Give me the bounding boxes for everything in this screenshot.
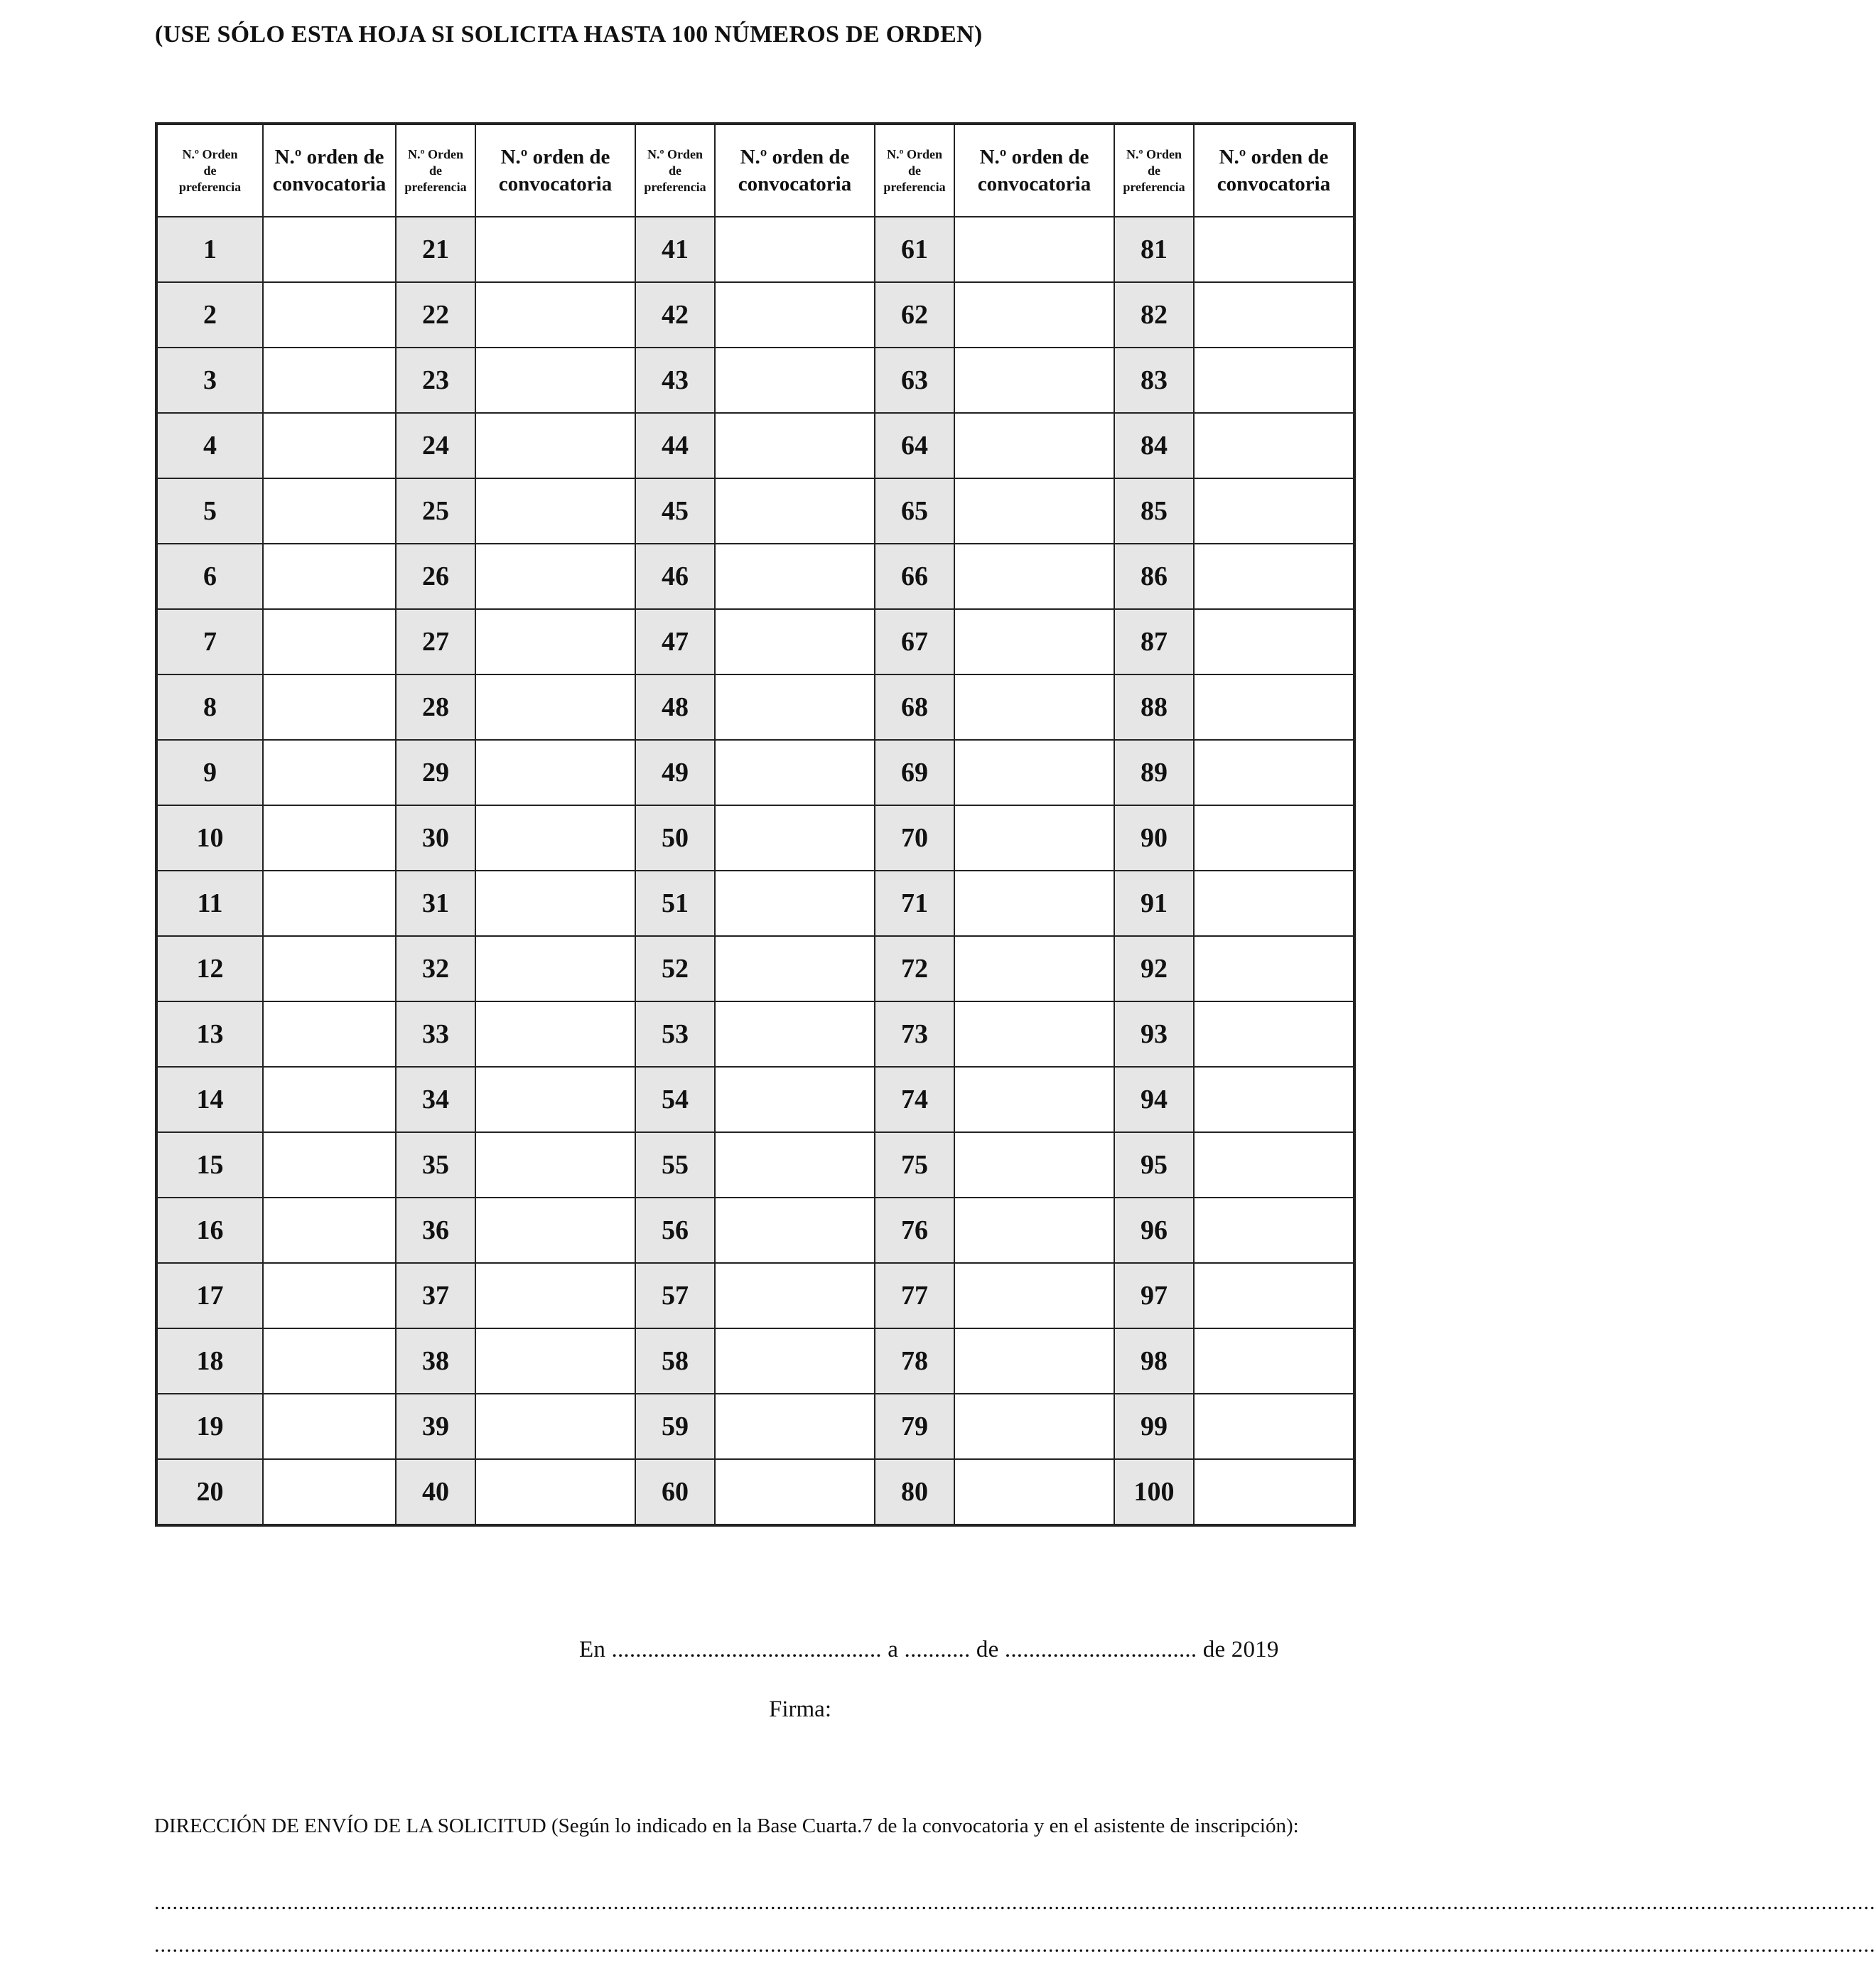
call-order-input-cell[interactable] bbox=[954, 413, 1114, 478]
header-preference-text: N.º Orden bbox=[887, 146, 942, 161]
call-order-input-cell[interactable] bbox=[1194, 609, 1354, 674]
call-order-input-cell[interactable] bbox=[475, 217, 635, 282]
preference-number-cell: 26 bbox=[396, 544, 475, 609]
call-order-input-cell[interactable] bbox=[263, 1067, 396, 1132]
preference-table bbox=[155, 122, 1356, 1527]
preference-number-cell: 81 bbox=[1114, 217, 1194, 282]
preference-number-cell: 95 bbox=[1114, 1132, 1194, 1198]
preference-number-cell: 72 bbox=[875, 936, 954, 1001]
table-row bbox=[156, 1198, 1354, 1263]
call-order-input-cell[interactable] bbox=[475, 544, 635, 609]
header-preference-text: preferencia bbox=[1123, 179, 1185, 194]
call-order-input-cell[interactable] bbox=[954, 1001, 1114, 1067]
table-row bbox=[156, 936, 1354, 1001]
header-call-order bbox=[475, 124, 635, 217]
table-row bbox=[156, 217, 1354, 282]
address-dotted-line-1[interactable]: ............................................................................................................................................................................................................................................................................................. bbox=[154, 1891, 1876, 1914]
call-order-input-cell[interactable] bbox=[1194, 282, 1354, 348]
table-row bbox=[156, 1132, 1354, 1198]
preference-number-cell: 32 bbox=[396, 936, 475, 1001]
header-preference-text: N.º Orden bbox=[647, 146, 703, 161]
header-call-text: convocatoria bbox=[498, 173, 613, 195]
preference-number-cell: 73 bbox=[875, 1001, 954, 1067]
call-order-input-cell[interactable] bbox=[475, 1132, 635, 1198]
preference-number-cell: 92 bbox=[1114, 936, 1194, 1001]
call-order-input-cell[interactable] bbox=[475, 609, 635, 674]
preference-number-cell: 27 bbox=[396, 609, 475, 674]
preference-number-cell: 41 bbox=[635, 217, 715, 282]
call-order-input-cell[interactable] bbox=[263, 936, 396, 1001]
preference-number-cell: 56 bbox=[635, 1198, 715, 1263]
preference-number-cell: 99 bbox=[1114, 1394, 1194, 1459]
header-preference-order bbox=[396, 124, 475, 217]
address-dotted-line-2[interactable]: ............................................................................................................................................................................................................................................................................................. bbox=[154, 1933, 1876, 1957]
preference-number-cell: 28 bbox=[396, 674, 475, 740]
call-order-input-cell[interactable] bbox=[954, 348, 1114, 413]
header-preference-text: de bbox=[908, 163, 921, 178]
call-order-input-cell[interactable] bbox=[475, 936, 635, 1001]
preference-number-cell: 38 bbox=[396, 1328, 475, 1394]
preference-number-cell: 2 bbox=[156, 282, 263, 348]
call-order-input-cell[interactable] bbox=[715, 413, 875, 478]
preference-number-cell: 48 bbox=[635, 674, 715, 740]
header-call-text: N.º orden de bbox=[979, 146, 1089, 168]
preference-number-cell: 5 bbox=[156, 478, 263, 544]
call-order-input-cell[interactable] bbox=[1194, 478, 1354, 544]
call-order-input-cell[interactable] bbox=[954, 1198, 1114, 1263]
preference-number-cell: 25 bbox=[396, 478, 475, 544]
call-order-input-cell[interactable] bbox=[475, 1394, 635, 1459]
call-order-input-cell[interactable] bbox=[954, 1394, 1114, 1459]
header-preference-text: preferencia bbox=[178, 179, 242, 194]
preference-number-cell: 74 bbox=[875, 1067, 954, 1132]
call-order-input-cell[interactable] bbox=[1194, 674, 1354, 740]
preference-number-cell: 54 bbox=[635, 1067, 715, 1132]
call-order-input-cell[interactable] bbox=[475, 1328, 635, 1394]
preference-number-cell: 52 bbox=[635, 936, 715, 1001]
table-row bbox=[156, 871, 1354, 936]
preference-number-cell: 87 bbox=[1114, 609, 1194, 674]
preference-number-cell: 45 bbox=[635, 478, 715, 544]
header-call-order bbox=[1194, 124, 1354, 217]
header-call-order bbox=[715, 124, 875, 217]
date-line: En ............................................. a ........... de ................................ de 2019 bbox=[579, 1637, 1279, 1662]
preference-number-cell: 50 bbox=[635, 805, 715, 871]
call-order-input-cell[interactable] bbox=[1194, 740, 1354, 805]
call-order-input-cell[interactable] bbox=[715, 871, 875, 936]
call-order-input-cell[interactable] bbox=[954, 478, 1114, 544]
call-order-input-cell[interactable] bbox=[954, 1328, 1114, 1394]
table-body bbox=[156, 217, 1354, 1525]
preference-number-cell: 94 bbox=[1114, 1067, 1194, 1132]
preference-number-cell: 18 bbox=[156, 1328, 263, 1394]
preference-number-cell: 47 bbox=[635, 609, 715, 674]
call-order-input-cell[interactable] bbox=[475, 282, 635, 348]
preference-number-cell: 14 bbox=[156, 1067, 263, 1132]
table-row bbox=[156, 348, 1354, 413]
call-order-input-cell[interactable] bbox=[475, 1263, 635, 1328]
header-call-text: N.º orden de bbox=[1219, 146, 1329, 168]
call-order-input-cell[interactable] bbox=[954, 1067, 1114, 1132]
table-row bbox=[156, 1459, 1354, 1525]
header-preference-text: de bbox=[1148, 163, 1160, 178]
preference-number-cell: 83 bbox=[1114, 348, 1194, 413]
call-order-input-cell[interactable] bbox=[475, 1198, 635, 1263]
preference-number-cell: 11 bbox=[156, 871, 263, 936]
preference-number-cell: 30 bbox=[396, 805, 475, 871]
call-order-input-cell[interactable] bbox=[475, 413, 635, 478]
call-order-input-cell[interactable] bbox=[954, 871, 1114, 936]
call-order-input-cell[interactable] bbox=[715, 674, 875, 740]
call-order-input-cell[interactable] bbox=[715, 936, 875, 1001]
preference-number-cell: 58 bbox=[635, 1328, 715, 1394]
call-order-input-cell[interactable] bbox=[263, 1198, 396, 1263]
header-preference-text: N.º Orden bbox=[408, 146, 463, 161]
call-order-input-cell[interactable] bbox=[475, 805, 635, 871]
shipping-address-label: DIRECCIÓN DE ENVÍO DE LA SOLICITUD (Según lo indicado en la Base Cuarta.7 de la convocatoria y en el asistente de inscripción): bbox=[154, 1815, 1299, 1837]
preference-number-cell: 46 bbox=[635, 544, 715, 609]
preference-number-cell: 19 bbox=[156, 1394, 263, 1459]
preference-number-cell: 39 bbox=[396, 1394, 475, 1459]
table-row bbox=[156, 544, 1354, 609]
header-preference-order bbox=[156, 124, 263, 217]
preference-number-cell: 8 bbox=[156, 674, 263, 740]
header-call-text: convocatoria bbox=[1217, 173, 1331, 195]
header-preference-text: N.º Orden bbox=[1126, 146, 1182, 161]
preference-number-cell: 35 bbox=[396, 1132, 475, 1198]
call-order-input-cell[interactable] bbox=[263, 217, 396, 282]
preference-number-cell: 98 bbox=[1114, 1328, 1194, 1394]
call-order-input-cell[interactable] bbox=[954, 1459, 1114, 1525]
call-order-input-cell[interactable] bbox=[954, 936, 1114, 1001]
preference-number-cell: 20 bbox=[156, 1459, 263, 1525]
preference-number-cell: 68 bbox=[875, 674, 954, 740]
call-order-input-cell[interactable] bbox=[715, 478, 875, 544]
call-order-input-cell[interactable] bbox=[715, 1067, 875, 1132]
table-row bbox=[156, 1394, 1354, 1459]
call-order-input-cell[interactable] bbox=[1194, 805, 1354, 871]
call-order-input-cell[interactable] bbox=[715, 544, 875, 609]
header-preference-text: de bbox=[669, 163, 681, 178]
call-order-input-cell[interactable] bbox=[475, 674, 635, 740]
call-order-input-cell[interactable] bbox=[1194, 1198, 1354, 1263]
preference-number-cell: 42 bbox=[635, 282, 715, 348]
preference-number-cell: 4 bbox=[156, 413, 263, 478]
header-call-text: convocatoria bbox=[272, 173, 387, 195]
header-call-text: N.º orden de bbox=[500, 146, 610, 168]
table-row bbox=[156, 674, 1354, 740]
call-order-input-cell[interactable] bbox=[263, 1263, 396, 1328]
preference-number-cell: 85 bbox=[1114, 478, 1194, 544]
preference-number-cell: 64 bbox=[875, 413, 954, 478]
call-order-input-cell[interactable] bbox=[475, 1001, 635, 1067]
preference-number-cell: 55 bbox=[635, 1132, 715, 1198]
call-order-input-cell[interactable] bbox=[954, 1132, 1114, 1198]
preference-number-cell: 7 bbox=[156, 609, 263, 674]
preference-number-cell: 65 bbox=[875, 478, 954, 544]
table-header-row bbox=[156, 124, 1354, 217]
preference-number-cell: 61 bbox=[875, 217, 954, 282]
preference-number-cell: 77 bbox=[875, 1263, 954, 1328]
preference-number-cell: 71 bbox=[875, 871, 954, 936]
call-order-input-cell[interactable] bbox=[954, 609, 1114, 674]
preference-number-cell: 84 bbox=[1114, 413, 1194, 478]
call-order-input-cell[interactable] bbox=[263, 348, 396, 413]
preference-number-cell: 100 bbox=[1114, 1459, 1194, 1525]
call-order-input-cell[interactable] bbox=[1194, 936, 1354, 1001]
call-order-input-cell[interactable] bbox=[954, 217, 1114, 282]
header-call-text: convocatoria bbox=[977, 173, 1091, 195]
table-row bbox=[156, 609, 1354, 674]
call-order-input-cell[interactable] bbox=[1194, 413, 1354, 478]
call-order-input-cell[interactable] bbox=[715, 805, 875, 871]
preference-number-cell: 62 bbox=[875, 282, 954, 348]
preference-number-cell: 33 bbox=[396, 1001, 475, 1067]
preference-number-cell: 59 bbox=[635, 1394, 715, 1459]
header-preference-text: preferencia bbox=[404, 179, 467, 194]
preference-number-cell: 16 bbox=[156, 1198, 263, 1263]
call-order-input-cell[interactable] bbox=[715, 1263, 875, 1328]
call-order-input-cell[interactable] bbox=[263, 1459, 396, 1525]
header-preference-order bbox=[635, 124, 715, 217]
preference-number-cell: 93 bbox=[1114, 1001, 1194, 1067]
call-order-input-cell[interactable] bbox=[263, 1132, 396, 1198]
call-order-input-cell[interactable] bbox=[715, 348, 875, 413]
call-order-input-cell[interactable] bbox=[475, 348, 635, 413]
call-order-input-cell[interactable] bbox=[263, 1394, 396, 1459]
table-row bbox=[156, 740, 1354, 805]
call-order-input-cell[interactable] bbox=[263, 544, 396, 609]
preference-number-cell: 9 bbox=[156, 740, 263, 805]
header-preference-text: preferencia bbox=[883, 179, 946, 194]
preference-number-cell: 34 bbox=[396, 1067, 475, 1132]
call-order-input-cell[interactable] bbox=[1194, 1328, 1354, 1394]
preference-number-cell: 10 bbox=[156, 805, 263, 871]
header-call-text: convocatoria bbox=[738, 173, 852, 195]
call-order-input-cell[interactable] bbox=[715, 1328, 875, 1394]
preference-number-cell: 97 bbox=[1114, 1263, 1194, 1328]
preference-number-cell: 1 bbox=[156, 217, 263, 282]
preference-number-cell: 60 bbox=[635, 1459, 715, 1525]
call-order-input-cell[interactable] bbox=[475, 1459, 635, 1525]
preference-number-cell: 43 bbox=[635, 348, 715, 413]
call-order-input-cell[interactable] bbox=[954, 544, 1114, 609]
call-order-input-cell[interactable] bbox=[715, 1459, 875, 1525]
call-order-input-cell[interactable] bbox=[263, 609, 396, 674]
preference-number-cell: 63 bbox=[875, 348, 954, 413]
preference-number-cell: 57 bbox=[635, 1263, 715, 1328]
preference-number-cell: 49 bbox=[635, 740, 715, 805]
table-row bbox=[156, 1001, 1354, 1067]
preference-number-cell: 70 bbox=[875, 805, 954, 871]
preference-number-cell: 66 bbox=[875, 544, 954, 609]
preference-number-cell: 15 bbox=[156, 1132, 263, 1198]
call-order-input-cell[interactable] bbox=[715, 1001, 875, 1067]
preference-number-cell: 21 bbox=[396, 217, 475, 282]
call-order-input-cell[interactable] bbox=[715, 1132, 875, 1198]
call-order-input-cell[interactable] bbox=[715, 217, 875, 282]
preference-number-cell: 6 bbox=[156, 544, 263, 609]
call-order-input-cell[interactable] bbox=[475, 871, 635, 936]
preference-number-cell: 76 bbox=[875, 1198, 954, 1263]
preference-number-cell: 29 bbox=[396, 740, 475, 805]
preference-number-cell: 69 bbox=[875, 740, 954, 805]
preference-number-cell: 12 bbox=[156, 936, 263, 1001]
preference-number-cell: 17 bbox=[156, 1263, 263, 1328]
call-order-input-cell[interactable] bbox=[263, 1001, 396, 1067]
table-row bbox=[156, 413, 1354, 478]
header-preference-text: de bbox=[203, 163, 217, 178]
header-preference-order bbox=[875, 124, 954, 217]
call-order-input-cell[interactable] bbox=[715, 740, 875, 805]
call-order-input-cell[interactable] bbox=[954, 805, 1114, 871]
call-order-input-cell[interactable] bbox=[263, 413, 396, 478]
table-row bbox=[156, 478, 1354, 544]
call-order-input-cell[interactable] bbox=[263, 871, 396, 936]
preference-number-cell: 53 bbox=[635, 1001, 715, 1067]
preference-number-cell: 91 bbox=[1114, 871, 1194, 936]
preference-number-cell: 90 bbox=[1114, 805, 1194, 871]
call-order-input-cell[interactable] bbox=[475, 478, 635, 544]
header-call-text: N.º orden de bbox=[274, 146, 384, 168]
preference-number-cell: 75 bbox=[875, 1132, 954, 1198]
preference-number-cell: 51 bbox=[635, 871, 715, 936]
preference-number-cell: 37 bbox=[396, 1263, 475, 1328]
preference-number-cell: 40 bbox=[396, 1459, 475, 1525]
header-call-order bbox=[263, 124, 396, 217]
preference-number-cell: 96 bbox=[1114, 1198, 1194, 1263]
preference-number-cell: 36 bbox=[396, 1198, 475, 1263]
preference-number-cell: 24 bbox=[396, 413, 475, 478]
call-order-input-cell[interactable] bbox=[263, 674, 396, 740]
call-order-input-cell[interactable] bbox=[954, 282, 1114, 348]
call-order-input-cell[interactable] bbox=[715, 282, 875, 348]
preference-number-cell: 82 bbox=[1114, 282, 1194, 348]
call-order-input-cell[interactable] bbox=[1194, 1132, 1354, 1198]
call-order-input-cell[interactable] bbox=[954, 674, 1114, 740]
call-order-input-cell[interactable] bbox=[475, 1067, 635, 1132]
preference-number-cell: 31 bbox=[396, 871, 475, 936]
call-order-input-cell[interactable] bbox=[954, 1263, 1114, 1328]
call-order-input-cell[interactable] bbox=[1194, 1001, 1354, 1067]
preference-number-cell: 80 bbox=[875, 1459, 954, 1525]
call-order-input-cell[interactable] bbox=[715, 1198, 875, 1263]
signature-label: Firma: bbox=[769, 1697, 831, 1722]
header-call-text: N.º orden de bbox=[740, 146, 850, 168]
preference-number-cell: 23 bbox=[396, 348, 475, 413]
table-row bbox=[156, 1328, 1354, 1394]
table-row bbox=[156, 1067, 1354, 1132]
call-order-input-cell[interactable] bbox=[1194, 1459, 1354, 1525]
header-preference-text: de bbox=[429, 163, 442, 178]
call-order-input-cell[interactable] bbox=[1194, 217, 1354, 282]
call-order-input-cell[interactable] bbox=[1194, 871, 1354, 936]
preference-number-cell: 22 bbox=[396, 282, 475, 348]
call-order-input-cell[interactable] bbox=[263, 478, 396, 544]
call-order-input-cell[interactable] bbox=[715, 1394, 875, 1459]
call-order-input-cell[interactable] bbox=[1194, 348, 1354, 413]
call-order-input-cell[interactable] bbox=[475, 740, 635, 805]
call-order-input-cell[interactable] bbox=[1194, 1067, 1354, 1132]
table-row bbox=[156, 1263, 1354, 1328]
call-order-input-cell[interactable] bbox=[263, 740, 396, 805]
call-order-input-cell[interactable] bbox=[1194, 544, 1354, 609]
page-heading: (USE SÓLO ESTA HOJA SI SOLICITA HASTA 100 NÚMEROS DE ORDEN) bbox=[155, 21, 983, 48]
preference-number-cell: 13 bbox=[156, 1001, 263, 1067]
preference-number-cell: 3 bbox=[156, 348, 263, 413]
call-order-input-cell[interactable] bbox=[1194, 1263, 1354, 1328]
preference-number-cell: 88 bbox=[1114, 674, 1194, 740]
preference-number-cell: 79 bbox=[875, 1394, 954, 1459]
table-row bbox=[156, 282, 1354, 348]
call-order-input-cell[interactable] bbox=[1194, 1394, 1354, 1459]
preference-number-cell: 78 bbox=[875, 1328, 954, 1394]
preference-number-cell: 67 bbox=[875, 609, 954, 674]
header-preference-text: preferencia bbox=[644, 179, 706, 194]
header-call-order bbox=[954, 124, 1114, 217]
header-preference-order bbox=[1114, 124, 1194, 217]
call-order-input-cell[interactable] bbox=[263, 282, 396, 348]
header-preference-text: N.º Orden bbox=[182, 146, 238, 161]
preference-number-cell: 44 bbox=[635, 413, 715, 478]
table-row bbox=[156, 805, 1354, 871]
call-order-input-cell[interactable] bbox=[715, 609, 875, 674]
preference-number-cell: 89 bbox=[1114, 740, 1194, 805]
preference-number-cell: 86 bbox=[1114, 544, 1194, 609]
call-order-input-cell[interactable] bbox=[263, 1328, 396, 1394]
call-order-input-cell[interactable] bbox=[954, 740, 1114, 805]
call-order-input-cell[interactable] bbox=[263, 805, 396, 871]
